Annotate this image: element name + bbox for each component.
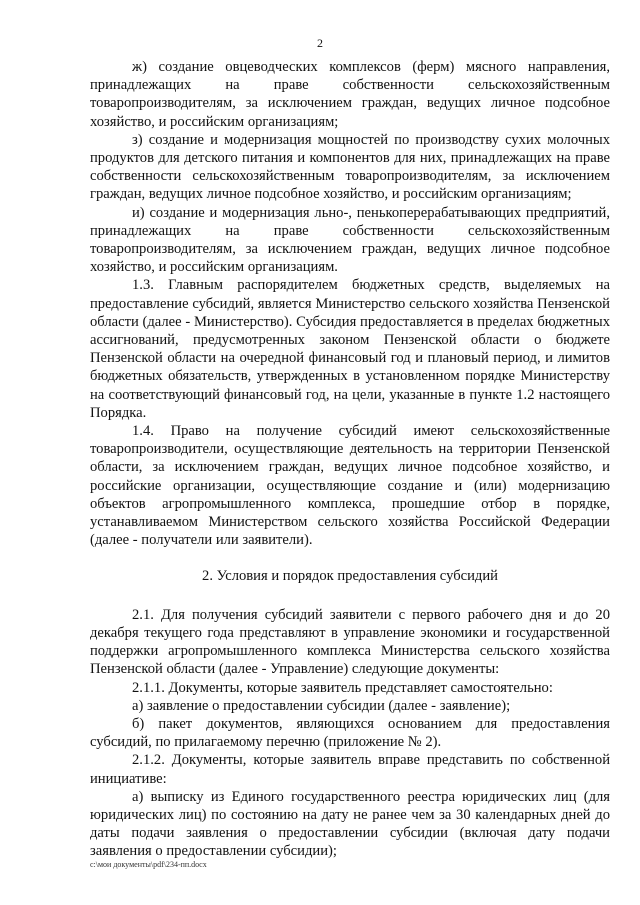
document-body bbox=[90, 58, 610, 861]
paragraph-a-registry-extract: а) выписку из Единого государственного реестра юридических лиц (для юридических лиц) по состоянию на дату не ранее чем за 30 календарных дней до даты подачи заявления о предоставлении субсидии (включая дату подачи заявления о предоставлении субсидии); bbox=[90, 788, 610, 860]
paragraph-2-1: 2.1. Для получения субсидий заявители с первого рабочего дня и до 20 декабря текущего года представляют в управление экономики и государственной поддержки агропромышленного комплекса Министерства сельского хозяйства Пензенской области (далее - Управление) следующие документы: bbox=[90, 606, 610, 678]
paragraph-2-1-1: 2.1.1. Документы, которые заявитель представляет самостоятельно: bbox=[132, 679, 553, 696]
paragraph-zh: ж) создание овцеводческих комплексов (ферм) мясного направления, принадлежащих на праве собственности сельскохозяйственным товаропроизводителям, за исключением граждан, ведущих личное подсобное хозяйство, и российским организациям; bbox=[90, 59, 610, 130]
paragraph-z: з) создание и модернизация мощностей по производству сухих молочных продуктов для детского питания и компонентов для них, принадлежащих на праве собственности сельскохозяйственным товаропроизводителям, за исключением граждан, ведущих личное подсобное хозяйство, и российским организациям; bbox=[90, 131, 610, 203]
paragraph-2-1-2: 2.1.2. Документы, которые заявитель вправе представить по собственной инициативе: bbox=[90, 752, 610, 787]
paragraph-1-3: 1.3. Главным распорядителем бюджетных средств, выделяемых на предоставление субсидий, является Министерство сельского хозяйства Пензенской области (далее - Министерство). Субсидия предоставляется в пределах бюджетных ассигнований, предусмотренных законом Пензенской области о бюджете Пензенской области на очередной финансовый год и плановый период, и лимитов бюджетных обязательств, утвержденных в установленном порядке Министерству на соответствующий финансовый год, на цели, указанные в пункте 1.2 настоящего Порядка. bbox=[90, 277, 610, 421]
paragraph-a-application: а) заявление о предоставлении субсидии (далее - заявление); bbox=[132, 697, 511, 714]
footer-file-path: c:\мои документы\pdf\234-пп.docx bbox=[90, 860, 207, 869]
paragraph-b-documents: б) пакет документов, являющихся основанием для предоставления субсидий, по прилагаемому перечню (приложение № 2). bbox=[90, 715, 610, 751]
page-number: 2 bbox=[317, 36, 323, 50]
paragraph-1-4: 1.4. Право на получение субсидий имеют сельскохозяйственные товаропроизводители, осуществляющие деятельность на территории Пензенской области, за исключением граждан, ведущих личное подсобное хозяйство, и российские организации, осуществляющие создание и (или) модернизацию объектов агропромышленного комплекса, прошедшие отбор в порядке, устанавливаемом Министерством сельского хозяйства Российской Федерации (далее - получатели или заявители). bbox=[90, 423, 610, 549]
paragraph-i: и) создание и модернизация льно-, пенькоперерабатывающих предприятий, принадлежащих на праве собственности сельскохозяйственным товаропроизводителям, за исключением граждан, ведущих личное подсобное хозяйство, и российским организациям. bbox=[90, 204, 610, 276]
section-heading: 2. Условия и порядок предоставления субсидий bbox=[202, 568, 498, 585]
